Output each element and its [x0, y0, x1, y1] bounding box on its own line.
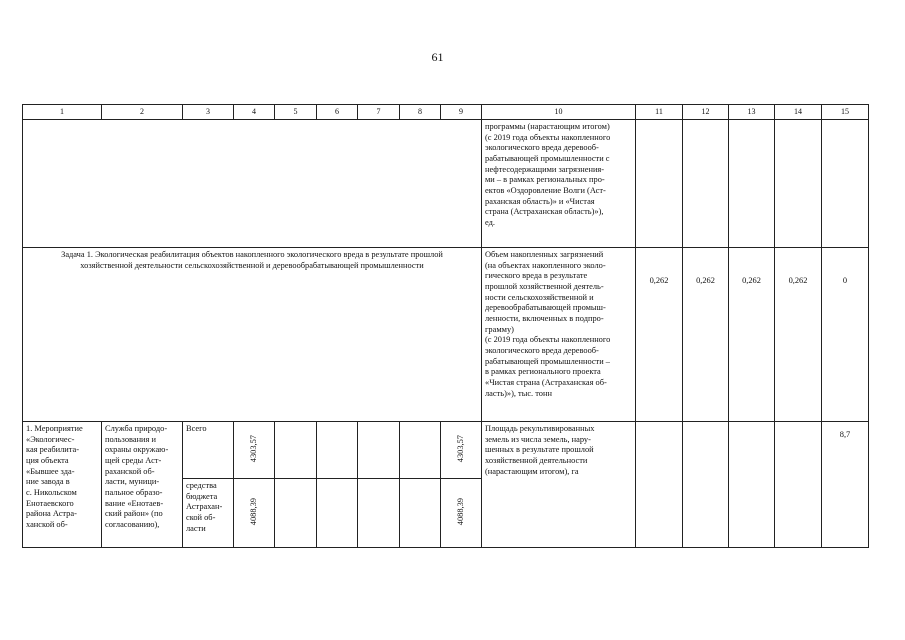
- empty-cell: [775, 422, 822, 548]
- measure-row-total: [23, 422, 869, 479]
- task-title: Задача 1. Экологическая реабилитация объектов накопленного экологического вреда в результате прошлой хозяйственной деятельности сельскохозяйственной и деревообрабатывающей промышленности: [23, 248, 482, 422]
- empty-cell: [729, 120, 775, 248]
- empty-cell: [317, 422, 358, 479]
- header-cell: 6: [317, 105, 358, 120]
- header-cell: 8: [400, 105, 441, 120]
- empty-cell: [822, 120, 869, 248]
- indicator-cell: Объем накопленных загрязнений (на объектах накопленного эколо- гического вреда в результате прошлой хозяйственной деятель- ности сельскохозяйственной и деревообрабатывающей промыш- ленности, включенных в подпро- грамму) (с 2019 года объекты накопленного экологического вреда деревооб- рабатывающей промышленности – в рамках регионального проекта «Чистая страна (Астраханская об- ласть)»), тыс. тонн: [482, 248, 636, 422]
- funding-source: Всего: [183, 422, 234, 479]
- value-2023: 0,262: [775, 248, 822, 422]
- continuation-row: [23, 120, 869, 248]
- header-cell: 4: [234, 105, 275, 120]
- header-cell: 3: [183, 105, 234, 120]
- empty-cell: [400, 479, 441, 548]
- empty-cell: [358, 479, 400, 548]
- empty-cell: [317, 479, 358, 548]
- indicator-cell: Площадь рекультивированных земель из числа земель, нару- шенных в результате прошлой хозяйственной деятельности (нарастающим итогом), га: [482, 422, 636, 548]
- empty-cell: [636, 120, 683, 248]
- executor-cell: Служба природо- пользования и охраны окружаю- щей среды Аст- раханской об- ласти, муници- пальное образо- вание «Енотаев- ский район» (по согласованию),: [102, 422, 183, 548]
- total-amount-year: 4303,57: [455, 434, 465, 462]
- header-cell: 12: [683, 105, 729, 120]
- budget-amount: 4088,39: [248, 497, 258, 525]
- header-cell: 13: [729, 105, 775, 120]
- funding-source: средства бюджета Астрахан- ской об- ласти: [183, 479, 234, 548]
- empty-cell: [683, 422, 729, 548]
- empty-cell: [775, 120, 822, 248]
- budget-amount-year: 4088,39: [455, 497, 465, 525]
- empty-cell: [400, 422, 441, 479]
- header-cell: 14: [775, 105, 822, 120]
- value-2022: 0,262: [729, 248, 775, 422]
- empty-cell: [683, 120, 729, 248]
- empty-cell: [358, 422, 400, 479]
- page-number: 61: [431, 50, 444, 64]
- total-amount: 4303,57: [248, 434, 258, 462]
- indicator-cell: программы (нарастающим итогом) (с 2019 года объекты накопленного экологического вреда деревооб- рабатывающей промышленности с нефтесодержащими загрязнения- ми – в рамках региональных про- ектов «Оздоровление Волги (Аст- раханская область)» и «Чистая страна (Астраханская область)»), ед.: [482, 120, 636, 248]
- header-row: [23, 105, 869, 120]
- header-cell: 1: [23, 105, 102, 120]
- header-cell: 9: [441, 105, 482, 120]
- header-cell: 11: [636, 105, 683, 120]
- program-table: [22, 104, 869, 548]
- header-cell: 10: [482, 105, 636, 120]
- target-value: 8,7: [822, 422, 869, 548]
- empty-cell: [729, 422, 775, 548]
- header-cell: 2: [102, 105, 183, 120]
- task-row: [23, 248, 869, 422]
- header-cell: 5: [275, 105, 317, 120]
- value-2021: 0,262: [683, 248, 729, 422]
- empty-cell: [275, 422, 317, 479]
- empty-cell: [636, 422, 683, 548]
- empty-cell: [23, 120, 482, 248]
- empty-cell: [275, 479, 317, 548]
- value-2020: 0,262: [636, 248, 683, 422]
- header-cell: 15: [822, 105, 869, 120]
- measure-name: 1. Мероприятие «Экологичес- кая реабилита- ция объекта «Бывшее зда- ние завода в с. Никольском Енотаевского района Астра- ханской об-: [23, 422, 102, 548]
- value-2024: 0: [822, 248, 869, 422]
- header-cell: 7: [358, 105, 400, 120]
